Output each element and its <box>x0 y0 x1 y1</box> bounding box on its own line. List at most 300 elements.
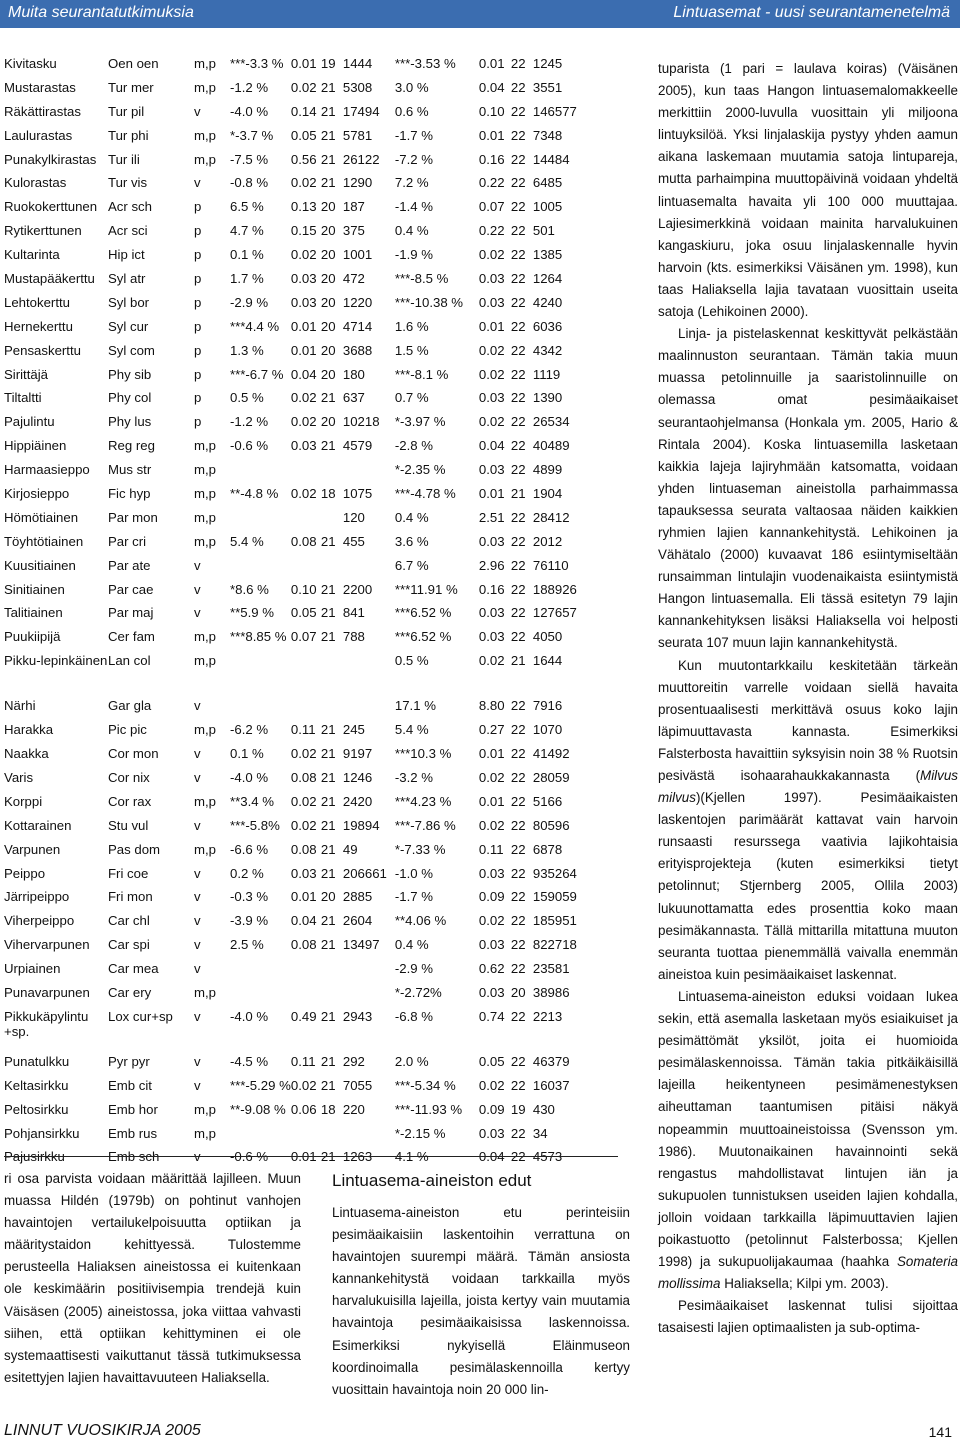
cell-total-2: 1385 <box>532 247 563 263</box>
cell-species-abbrev: Car chl <box>108 913 150 929</box>
cell-years-2: 22 <box>510 56 526 71</box>
cell-species-abbrev: Lox cur+sp <box>108 1008 173 1024</box>
cell-species-abbrev: Phy lus <box>108 414 152 430</box>
cell-trend-1: *-3.7 % <box>230 127 274 143</box>
cell-total-1: 292 <box>342 1053 365 1069</box>
cell-total-2: 3551 <box>532 79 563 95</box>
table-row <box>4 271 591 295</box>
cell-season: v <box>194 817 201 833</box>
cell-se-1: 0.05 <box>290 127 317 143</box>
cell-total-2: 38986 <box>532 984 570 1000</box>
cell-trend-2: ***10.3 % <box>394 746 452 762</box>
table-row <box>4 770 591 794</box>
species-trend-table <box>4 56 591 1173</box>
cell-total-1: 17494 <box>342 103 380 119</box>
cell-se-2: 0.03 <box>478 984 505 1000</box>
cell-total-1: 3688 <box>342 342 373 358</box>
section-heading: Lintuasema-aineiston edut <box>332 1171 532 1190</box>
cell-se-2: 0.02 <box>478 247 505 263</box>
cell-years-2: 22 <box>510 462 526 478</box>
cell-species-name: Rytikerttunen <box>4 223 82 239</box>
cell-years-2: 22 <box>510 414 526 430</box>
cell-trend-1: -0.6 % <box>230 1149 269 1165</box>
header-right-title: Lintuasemat - uusi seurantamenetelmä <box>673 4 950 21</box>
cell-total-2: 822718 <box>532 937 577 953</box>
cell-species-name: Lehtokerttu <box>4 294 70 310</box>
cell-se-1: 0.02 <box>290 817 317 833</box>
cell-trend-2: ***4.23 % <box>394 793 452 809</box>
cell-trend-2: 0.4 % <box>394 937 429 953</box>
cell-species-abbrev: Tur ili <box>108 151 140 167</box>
cell-season: p <box>194 294 202 310</box>
cell-total-2: 7916 <box>532 698 563 714</box>
cell-se-1: 0.08 <box>290 841 317 857</box>
cell-years-1: 21 <box>320 937 336 953</box>
cell-se-1 <box>291 985 321 1009</box>
cell-total-1: 4579 <box>342 438 373 454</box>
cell-trend-2: ***-7.86 % <box>394 817 456 833</box>
cell-years-2: 22 <box>510 1149 526 1165</box>
cell-trend-2: 0.7 % <box>394 390 429 406</box>
cell-species-abbrev: Emb sch <box>108 1149 160 1165</box>
cell-years-2: 22 <box>510 247 526 263</box>
cell-se-2: 0.22 <box>478 223 505 239</box>
cell-species-name: Urpiainen <box>4 961 61 977</box>
cell-season: v <box>194 889 201 905</box>
cell-trend-2: 3.6 % <box>394 533 429 549</box>
cell-total-2: 2012 <box>532 533 563 549</box>
cell-total-2: 2213 <box>532 1008 563 1024</box>
cell-se-1: 0.01 <box>290 1149 317 1165</box>
cell-species-abbrev: Syl bor <box>108 294 150 310</box>
cell-years-1: 21 <box>320 629 336 645</box>
table-row <box>4 698 591 722</box>
cell-trend-1: 6.5 % <box>230 199 264 215</box>
cell-season: v <box>194 865 201 881</box>
cell-years-1 <box>321 698 343 722</box>
cell-se-1: 0.14 <box>290 103 317 119</box>
cell-se-2: 0.62 <box>478 961 505 977</box>
cell-total-2: 34 <box>532 1125 548 1141</box>
table-row <box>4 558 591 582</box>
cell-total-2: 28059 <box>532 769 570 785</box>
cell-se-1: 0.06 <box>290 1101 317 1117</box>
cell-se-2: 0.03 <box>478 865 505 881</box>
cell-years-1: 18 <box>320 486 336 502</box>
cell-trend-1 <box>230 653 291 698</box>
cell-years-2: 22 <box>510 937 526 953</box>
cell-season: v <box>194 698 201 714</box>
cell-species-name: Punavarpunen <box>4 984 90 1000</box>
cell-se-2: 0.01 <box>478 127 505 143</box>
cell-se-1: 0.02 <box>290 1077 317 1093</box>
cell-trend-1: *8.6 % <box>230 581 269 597</box>
table-row <box>4 1009 591 1054</box>
table-row <box>4 104 591 128</box>
cell-years-2: 22 <box>510 961 526 977</box>
cell-total-1 <box>343 558 395 582</box>
cell-se-2: 0.04 <box>478 79 505 95</box>
cell-trend-1: 0.2 % <box>230 865 264 881</box>
cell-species-abbrev: Syl cur <box>108 318 149 334</box>
table-row <box>4 56 591 80</box>
cell-trend-2: ***-10.38 % <box>394 294 464 310</box>
cell-years-1: 21 <box>320 79 336 95</box>
cell-total-1: 2885 <box>342 889 373 905</box>
cell-total-2: 4050 <box>532 629 563 645</box>
cell-years-2: 22 <box>510 1125 526 1141</box>
cell-trend-1: -1.2 % <box>230 414 269 430</box>
table-row <box>4 152 591 176</box>
cell-species-name: Naakka <box>4 746 49 762</box>
cell-total-2: 4899 <box>532 462 563 478</box>
cell-trend-1 <box>230 462 291 486</box>
cell-years-1: 21 <box>320 746 336 762</box>
cell-total-2: 4240 <box>532 294 563 310</box>
cell-total-1: 13497 <box>342 937 380 953</box>
cell-years-1 <box>321 985 343 1009</box>
cell-species-name: Laulurastas <box>4 127 73 143</box>
cell-species-name: Järripeippo <box>4 889 70 905</box>
cell-species-abbrev: Par mon <box>108 509 158 525</box>
cell-species-name: Kivitasku <box>4 56 57 71</box>
cell-trend-2: 2.0 % <box>394 1053 429 1069</box>
cell-years-2: 22 <box>510 889 526 905</box>
cell-trend-2: 0.4 % <box>394 223 429 239</box>
cell-total-1: 187 <box>342 199 365 215</box>
cell-years-2: 22 <box>510 175 526 191</box>
cell-se-2: 0.02 <box>478 769 505 785</box>
cell-trend-2: ***-3.53 % <box>394 56 456 71</box>
cell-species-abbrev: Par maj <box>108 605 154 621</box>
table-row <box>4 319 591 343</box>
running-header <box>0 0 960 28</box>
cell-trend-1: -7.5 % <box>230 151 269 167</box>
cell-season: v <box>194 605 201 621</box>
cell-species-name: Sinitiainen <box>4 581 65 597</box>
cell-species-abbrev: Syl com <box>108 342 155 358</box>
cell-season: m,p <box>194 56 216 71</box>
cell-species-name: Keltasirkku <box>4 1077 69 1093</box>
cell-total-2: 127657 <box>532 605 577 621</box>
cell-trend-1: ***4.4 % <box>230 318 280 334</box>
p3-species-name: Milvus milvus <box>658 768 958 806</box>
cell-species-abbrev: Hip ict <box>108 247 145 263</box>
cell-season: m,p <box>194 533 216 549</box>
cell-se-1: 0.15 <box>290 223 317 239</box>
cell-species-name: Peltosirkku <box>4 1101 69 1117</box>
cell-species-name: Sirittäjä <box>4 366 48 382</box>
cell-se-2: 0.03 <box>478 271 505 287</box>
table-row <box>4 390 591 414</box>
cell-trend-2: -1.0 % <box>394 865 433 881</box>
table-row <box>4 367 591 391</box>
cell-years-1: 21 <box>320 438 336 454</box>
cell-season: v <box>194 769 201 785</box>
cell-species-abbrev: Fri coe <box>108 865 149 881</box>
cell-years-1: 21 <box>320 151 336 167</box>
cell-total-1 <box>343 961 395 985</box>
cell-species-name: Talitiainen <box>4 605 63 621</box>
table-row <box>4 295 591 319</box>
cell-years-1: 20 <box>320 342 336 358</box>
cell-total-1: 26122 <box>342 151 380 167</box>
cell-species-abbrev: Cor mon <box>108 746 159 762</box>
cell-se-2: 0.09 <box>478 889 505 905</box>
cell-total-2: 1119 <box>532 366 561 382</box>
cell-se-2: 0.02 <box>478 414 505 430</box>
cell-years-2: 22 <box>510 722 526 738</box>
table-row <box>4 889 591 913</box>
cell-total-2: 7348 <box>532 127 563 143</box>
cell-years-1: 21 <box>320 605 336 621</box>
cell-species-abbrev: Pyr pyr <box>108 1053 150 1069</box>
cell-years-1 <box>321 558 343 582</box>
cell-trend-1: -0.6 % <box>230 438 269 454</box>
cell-trend-1: **-4.8 % <box>230 486 279 502</box>
cell-total-2: 1245 <box>532 56 563 71</box>
cell-se-1: 0.04 <box>290 366 317 382</box>
cell-total-2: 1264 <box>532 271 563 287</box>
cell-total-1: 1075 <box>342 486 373 502</box>
cell-years-2: 22 <box>510 746 526 762</box>
cell-trend-1 <box>230 510 291 534</box>
cell-trend-1: 0.5 % <box>230 390 264 406</box>
cell-species-name: Kultarinta <box>4 247 60 263</box>
cell-years-2: 22 <box>510 1077 526 1093</box>
cell-se-2: 0.03 <box>478 937 505 953</box>
cell-years-2: 22 <box>510 127 526 143</box>
cell-species-name: Korppi <box>4 793 43 809</box>
cell-trend-1: -4.5 % <box>230 1053 269 1069</box>
cell-trend-1: -0.8 % <box>230 175 269 191</box>
cell-trend-2: 5.4 % <box>394 722 429 738</box>
cell-trend-2: 0.4 % <box>394 509 429 525</box>
cell-se-1: 0.02 <box>290 390 317 406</box>
cell-species-abbrev: Par ate <box>108 557 151 573</box>
cell-trend-1 <box>230 1126 291 1150</box>
cell-season: p <box>194 318 202 334</box>
cell-years-2: 19 <box>510 1101 526 1117</box>
cell-years-2: 22 <box>510 865 526 881</box>
cell-years-1: 21 <box>320 103 336 119</box>
cell-se-2: 0.09 <box>478 1101 505 1117</box>
cell-total-1: 2943 <box>342 1008 373 1024</box>
cell-season: v <box>194 913 201 929</box>
cell-species-abbrev: Par cae <box>108 581 154 597</box>
cell-trend-1: 4.7 % <box>230 223 264 239</box>
cell-years-2: 22 <box>510 509 526 525</box>
cell-total-2: 5166 <box>532 793 563 809</box>
table-row <box>4 794 591 818</box>
cell-total-1: 7055 <box>342 1077 373 1093</box>
cell-trend-2: -1.7 % <box>394 127 433 143</box>
cell-years-1: 21 <box>320 581 336 597</box>
cell-season: m,p <box>194 722 216 738</box>
cell-total-1: 2604 <box>342 913 373 929</box>
cell-species-abbrev: Cor rax <box>108 793 152 809</box>
cell-trend-2: ***-11.93 % <box>394 1101 463 1117</box>
cell-years-1 <box>321 1126 343 1150</box>
cell-species-name: Punatulkku <box>4 1053 70 1069</box>
cell-se-1: 0.02 <box>290 414 317 430</box>
cell-season: v <box>194 961 201 977</box>
cell-total-1: 206661 <box>342 865 387 881</box>
table-row <box>4 842 591 866</box>
cell-years-2: 22 <box>510 342 526 358</box>
cell-trend-2: 1.5 % <box>394 342 429 358</box>
cell-total-2: 14484 <box>532 151 570 167</box>
cell-season: v <box>194 1008 201 1024</box>
cell-years-1 <box>321 653 343 698</box>
cell-species-name: Kirjosieppo <box>4 486 70 502</box>
cell-years-2: 22 <box>510 793 526 809</box>
cell-years-1: 21 <box>320 769 336 785</box>
cell-total-1: 455 <box>342 533 365 549</box>
cell-se-2: 0.02 <box>478 342 505 358</box>
cell-season: v <box>194 937 201 953</box>
p4-species-name: Somateria mollissima <box>658 1254 958 1292</box>
cell-years-2: 22 <box>510 557 526 573</box>
cell-se-2: 0.74 <box>478 1008 505 1024</box>
cell-se-2: 2.51 <box>478 509 505 525</box>
cell-total-2: 41492 <box>532 746 570 762</box>
table-row <box>4 223 591 247</box>
cell-species-name: Viherpeippo <box>4 913 75 929</box>
cell-years-2: 22 <box>510 390 526 406</box>
cell-total-2: 16037 <box>532 1077 570 1093</box>
cell-trend-2: -1.9 % <box>394 247 433 263</box>
cell-se-1: 0.01 <box>290 889 317 905</box>
cell-species-name: Pikkukäpylintu +sp. <box>4 1008 89 1040</box>
cell-trend-2: *-2.15 % <box>394 1125 446 1141</box>
cell-species-abbrev: Par cri <box>108 533 147 549</box>
table-row <box>4 1102 591 1126</box>
page-number: 141 <box>928 1424 952 1440</box>
cell-total-1 <box>343 985 395 1009</box>
cell-trend-2: -1.7 % <box>394 889 433 905</box>
cell-se-1: 0.03 <box>290 271 317 287</box>
cell-trend-2: *-2.72% <box>394 984 442 1000</box>
cell-species-abbrev: Gar gla <box>108 698 152 714</box>
cell-species-abbrev: Car mea <box>108 961 159 977</box>
cell-years-1: 21 <box>320 390 336 406</box>
table-row <box>4 534 591 558</box>
cell-total-1: 2420 <box>342 793 373 809</box>
cell-trend-2: ***-5.34 % <box>394 1077 456 1093</box>
cell-trend-2: -7.2 % <box>394 151 433 167</box>
cell-total-1: 1001 <box>342 247 373 263</box>
cell-season: v <box>194 557 201 573</box>
cell-total-1: 1246 <box>342 769 373 785</box>
cell-se-2: 0.05 <box>478 1053 505 1069</box>
cell-total-2: 501 <box>532 223 555 239</box>
cell-total-2: 935264 <box>532 865 577 881</box>
table-row <box>4 1126 591 1150</box>
cell-years-1 <box>321 510 343 534</box>
cell-trend-2: 0.6 % <box>394 103 429 119</box>
cell-trend-1: 2.5 % <box>230 937 264 953</box>
cell-season: m,p <box>194 462 216 478</box>
cell-season: m,p <box>194 841 216 857</box>
cell-species-name: Kottarainen <box>4 817 72 833</box>
cell-trend-2: 6.7 % <box>394 557 429 573</box>
cell-years-2: 22 <box>510 817 526 833</box>
cell-se-1: 0.07 <box>290 629 317 645</box>
header-left-title: Muita seurantatutkimuksia <box>8 4 194 21</box>
table-row <box>4 582 591 606</box>
cell-season: m,p <box>194 127 216 143</box>
cell-total-1: 5308 <box>342 79 373 95</box>
cell-se-2: 0.03 <box>478 533 505 549</box>
cell-trend-2: ***-8.5 % <box>394 271 449 287</box>
cell-se-1 <box>291 462 321 486</box>
cell-species-name: Mustarastas <box>4 79 76 95</box>
cell-years-2: 22 <box>510 318 526 334</box>
cell-se-1 <box>291 961 321 985</box>
cell-total-2: 76110 <box>532 557 569 573</box>
cell-species-abbrev: Stu vul <box>108 817 149 833</box>
cell-trend-1: -3.9 % <box>230 913 269 929</box>
cell-total-1: 1220 <box>342 294 373 310</box>
cell-se-2: 0.02 <box>478 913 505 929</box>
table-row <box>4 462 591 486</box>
middle-paragraph: Lintuasema-aineiston etu perinteisiin pesimäaikaisiin laskentoihin verrattuna on havaintojen suurempi määrä. Tämän ansiosta kannankehitystä voidaan tarkkailla myös harvalukuisilla lajeilla, joista kertyy vain muutamia havaintoja pesimäaikaisissa laskennoissa. Esimerkiksi nykyisellä Eläinmuseon koordinoimalla pesimälaskennoilla kertyy vuosittain havaintoja noin 20 000 lin- <box>332 1205 630 1397</box>
cell-years-1: 21 <box>320 1149 336 1165</box>
cell-se-2: 2.96 <box>478 557 505 573</box>
cell-season: m,p <box>194 793 216 809</box>
cell-species-name: Pikku-lepinkäinen <box>4 653 108 669</box>
cell-species-name: Vihervarpunen <box>4 937 90 953</box>
cell-trend-2: -3.2 % <box>394 769 433 785</box>
cell-trend-2: 7.2 % <box>394 175 429 191</box>
cell-species-abbrev: Pic pic <box>108 722 147 738</box>
cell-total-2: 185951 <box>532 913 577 929</box>
right-paragraph-2: Linja- ja pistelaskennat keskittyvät pelkästään maalinnuston seurantaan. Tämän takia muun muassa petolinnuille ja saaristolinnuille on olemassa omat pesimäaikaiset seurantaohjelmansa (Honkala ym. 2005, Hario & Rintala 2004). Koska lintuasemilla lasketaan kaikkia lajeja lajiryhmään katsomatta, voidaan yhden lintuaseman aineistolla parhaimmassa tapauksessa seurata valtaosaa näiden kaikkien ryhmien lajien kannankehitystä. Lehikoinen ja Vähätalo (2000) kuvaavat 186 esiintymiseltään runsaimman lintulajin vuodenaikaista esiintymistä Hangon lintuasemalla. Eli tässä esitetyn 79 lajin kannankehityksen lisäksi Haliaksella voi helposti seurata 107 muun lajin kannankehitystä. <box>658 326 958 651</box>
cell-species-name: Puukiipijä <box>4 629 61 645</box>
cell-total-2: 6878 <box>532 841 563 857</box>
cell-species-name: Hippiäinen <box>4 438 67 454</box>
cell-season: v <box>194 581 201 597</box>
cell-se-1: 0.56 <box>290 151 317 167</box>
cell-trend-2: ***-4.78 % <box>394 486 456 502</box>
cell-se-2: 0.04 <box>478 1149 505 1165</box>
cell-years-2: 22 <box>510 841 526 857</box>
cell-years-1: 21 <box>320 1077 336 1093</box>
cell-years-1: 21 <box>320 865 336 881</box>
cell-se-2: 0.01 <box>478 56 505 71</box>
cell-trend-2: 1.6 % <box>394 318 429 334</box>
cell-years-2: 22 <box>510 1053 526 1069</box>
cell-trend-1: -4.0 % <box>230 769 269 785</box>
cell-species-name: Pohjansirkku <box>4 1125 80 1141</box>
cell-se-2: 0.03 <box>478 1125 505 1141</box>
cell-species-name: Varpunen <box>4 841 61 857</box>
cell-se-2: 0.01 <box>478 486 505 502</box>
cell-trend-2: 0.5 % <box>394 653 429 669</box>
cell-total-2: 1005 <box>532 199 563 215</box>
cell-trend-1: **3.4 % <box>230 793 274 809</box>
cell-years-2: 20 <box>510 984 526 1000</box>
cell-years-1: 20 <box>320 889 336 905</box>
cell-se-2: 0.16 <box>478 581 505 597</box>
cell-se-1: 0.03 <box>290 294 317 310</box>
middle-text-column <box>332 1168 630 1401</box>
table-row <box>4 199 591 223</box>
cell-total-1: 788 <box>342 629 365 645</box>
cell-se-2: 0.04 <box>478 438 505 454</box>
cell-trend-1: 0.1 % <box>230 247 264 263</box>
